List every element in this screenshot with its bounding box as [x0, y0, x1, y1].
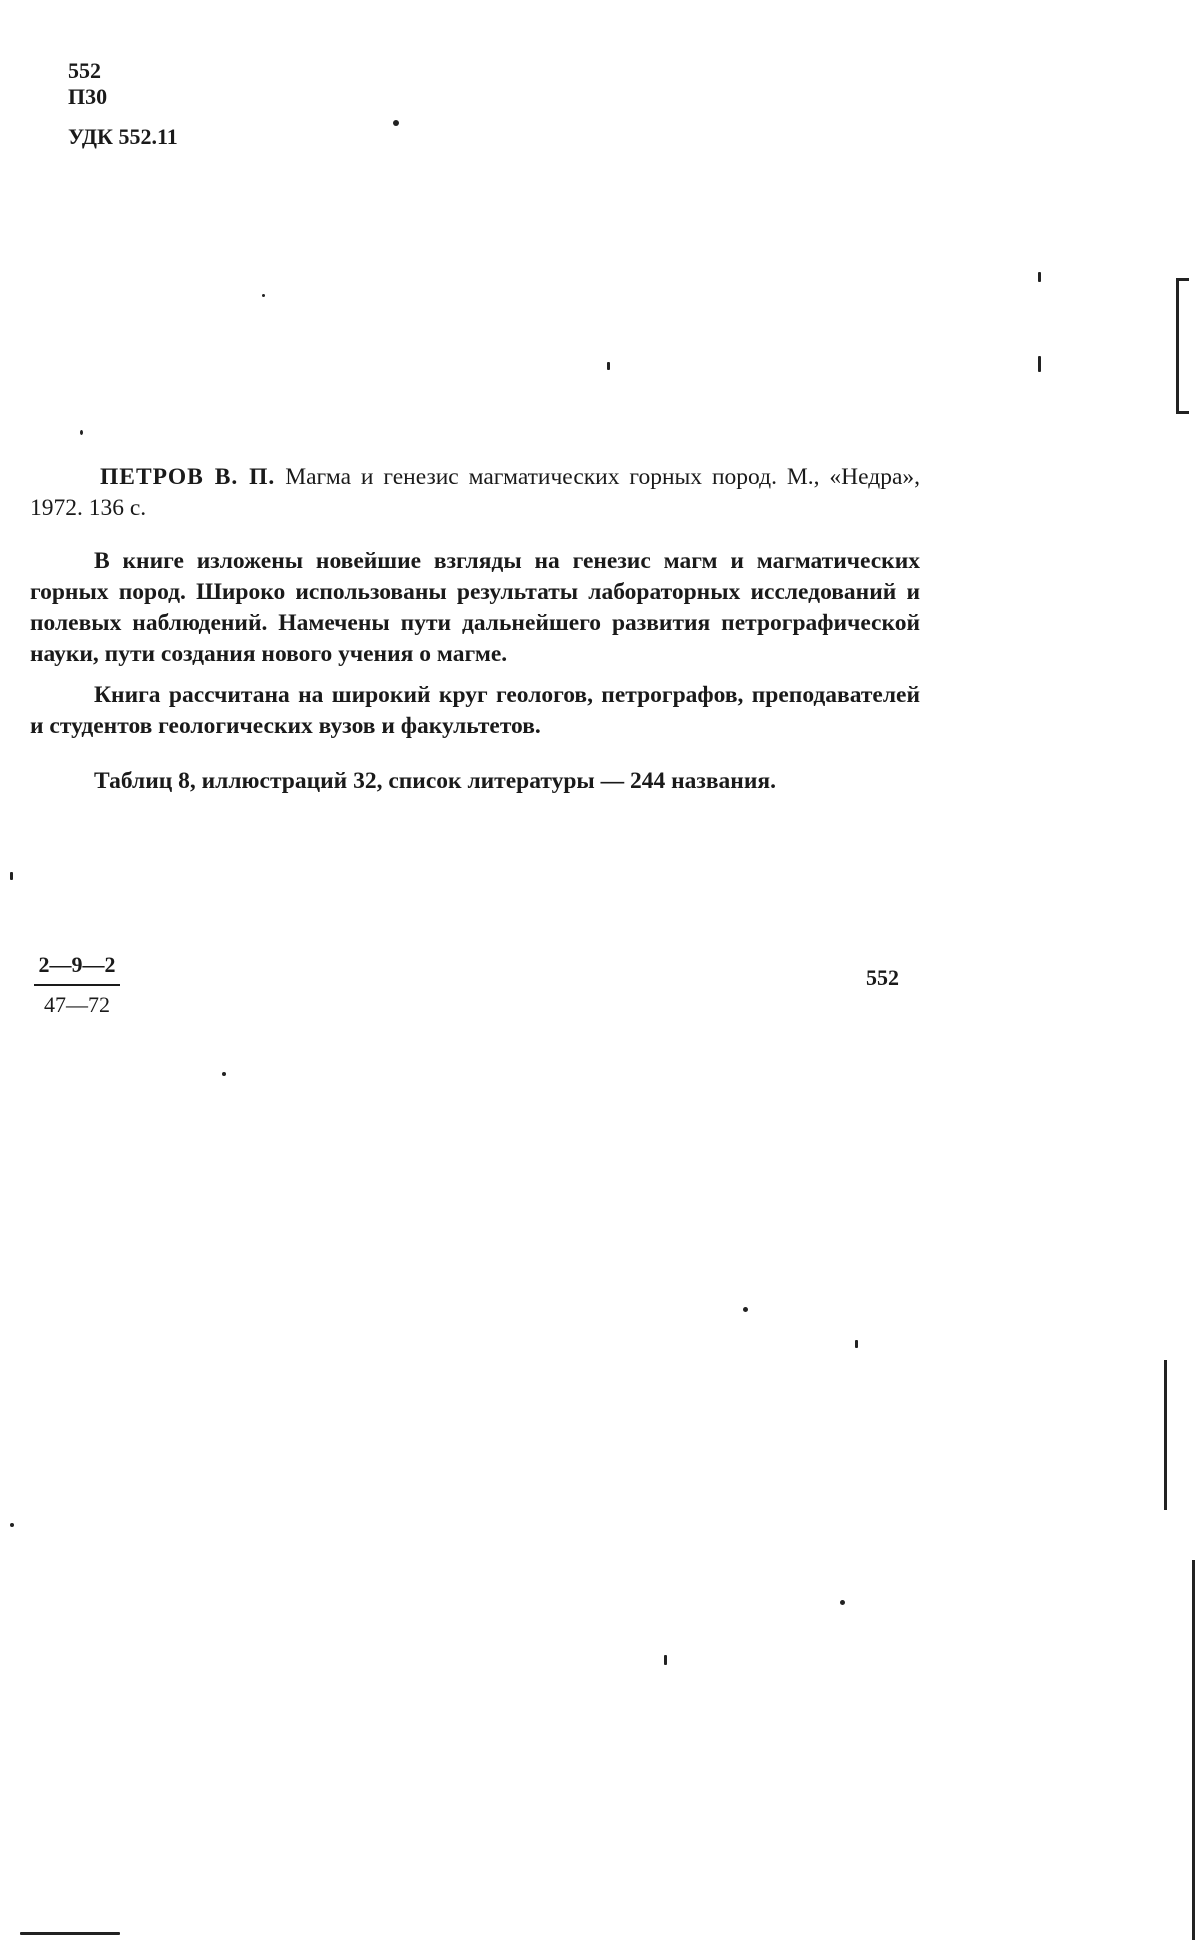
- scan-speck: [10, 1523, 14, 1527]
- citation-title: Магма и генезис магматических горных пород. М., «Недра», 1972. 136 с.: [30, 464, 920, 521]
- scan-edge-mark: [1164, 1360, 1167, 1510]
- fraction-line: [34, 984, 120, 986]
- scan-speck: [262, 294, 265, 297]
- stats-paragraph: Таблиц 8, иллюстраций 32, список литературы — 244 названия.: [94, 768, 776, 794]
- bibliographic-citation: [30, 462, 920, 524]
- author-mark: П30: [68, 84, 108, 109]
- scan-edge-mark: [1192, 1560, 1195, 1940]
- annotation-block: [30, 462, 920, 797]
- scan-speck: [393, 120, 399, 126]
- scan-speck: [840, 1600, 845, 1605]
- scan-speck: [607, 362, 610, 370]
- scan-speck: [1038, 272, 1041, 282]
- scan-speck: [80, 430, 83, 435]
- fraction-denominator: 47—72: [44, 992, 110, 1017]
- scan-speck: [743, 1307, 748, 1312]
- scan-speck: [664, 1655, 667, 1665]
- bbk-code: 552: [68, 58, 101, 83]
- annotation-paragraph: В книге изложены новейшие взгляды на генезис магм и магматических горных пород. Широко использованы результаты лабораторных исследований и полевых наблюдений. Намечены пути дальнейшего развития петрографической науки, пути создания нового учения о магме.: [30, 548, 920, 667]
- audience-paragraph: Книга рассчитана на широкий круг геологов, петрографов, преподавателей и студентов геологических вузов и факультетов.: [30, 682, 920, 739]
- publisher-index-fraction: [34, 952, 120, 1018]
- scan-speck: [10, 872, 13, 880]
- footer-code: 552: [866, 965, 899, 990]
- author-name: ПЕТРОВ В. П.: [100, 464, 276, 490]
- scan-edge-mark: [1176, 278, 1189, 414]
- fraction-numerator: 2—9—2: [38, 952, 116, 977]
- udk-code: УДК 552.11: [68, 124, 178, 149]
- scan-speck: [20, 1932, 120, 1935]
- scan-speck: [855, 1340, 858, 1348]
- classification-codes: [68, 58, 178, 150]
- scan-speck: [222, 1072, 226, 1076]
- scan-speck: [1038, 356, 1041, 372]
